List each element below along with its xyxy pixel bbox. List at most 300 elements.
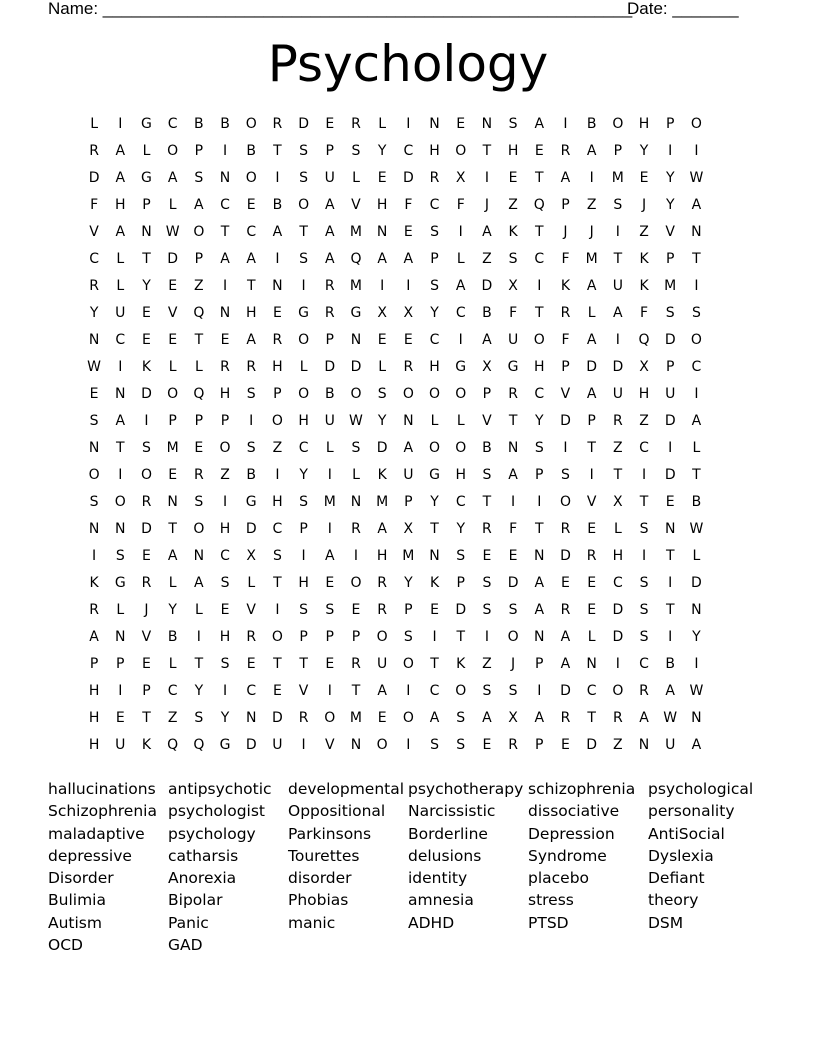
grid-letter: S	[508, 251, 518, 267]
grid-letter: V	[324, 737, 335, 753]
grid-letter: Y	[535, 413, 544, 429]
grid-letter: E	[665, 494, 675, 510]
grid-row	[81, 492, 741, 519]
grid-letter: A	[613, 305, 623, 321]
grid-letter: R	[324, 278, 335, 294]
word-list-item: Autism	[48, 913, 102, 932]
grid-letter: R	[560, 305, 571, 321]
grid-letter: D	[664, 467, 676, 483]
grid-letter: N	[245, 710, 257, 726]
grid-letter: P	[325, 143, 334, 159]
grid-letter: P	[168, 413, 177, 429]
grid-letter: C	[115, 332, 126, 348]
grid-letter: A	[560, 170, 571, 186]
grid-letter: P	[430, 251, 439, 267]
word-list-item: DSM	[648, 913, 684, 932]
grid-letter: B	[691, 494, 702, 510]
grid-letter: M	[323, 494, 336, 510]
grid-letter: L	[456, 413, 465, 429]
grid-letter: E	[587, 575, 597, 591]
grid-letter: N	[193, 548, 205, 564]
grid-letter: I	[275, 170, 280, 186]
grid-letter: T	[613, 251, 623, 267]
grid-letter: C	[246, 224, 257, 240]
grid-letter: N	[429, 548, 440, 564]
page-title: Psychology	[267, 35, 549, 93]
grid-row	[81, 303, 741, 330]
grid-letter: I	[222, 143, 228, 159]
grid-letter: H	[219, 386, 231, 402]
grid-letter: E	[403, 224, 413, 240]
grid-letter: C	[534, 251, 545, 267]
grid-letter: L	[168, 656, 177, 672]
grid-letter: C	[220, 548, 230, 564]
grid-letter: D	[167, 251, 179, 267]
grid-letter: E	[482, 548, 492, 564]
grid-letter: A	[665, 683, 675, 699]
grid-letter: G	[219, 737, 231, 753]
grid-letter: T	[692, 467, 701, 483]
grid-letter: L	[168, 359, 177, 375]
grid-letter: I	[694, 386, 699, 402]
word-list-item: Anorexia	[168, 869, 237, 888]
grid-letter: O	[298, 386, 310, 402]
grid-letter: R	[482, 521, 492, 537]
grid-letter: P	[194, 413, 204, 429]
grid-letter: C	[455, 494, 466, 510]
grid-letter: W	[87, 359, 102, 375]
grid-letter: L	[692, 548, 701, 564]
grid-letter: G	[507, 359, 519, 375]
grid-letter: M	[402, 548, 415, 564]
grid-letter: R	[560, 521, 571, 537]
grid-letter: U	[115, 305, 126, 321]
grid-letter: S	[508, 683, 518, 699]
grid-letter: I	[406, 683, 411, 699]
grid-letter: N	[586, 656, 597, 672]
grid-letter: T	[194, 332, 204, 348]
grid-letter: O	[402, 710, 414, 726]
grid-letter: B	[482, 440, 492, 456]
grid-letter: L	[587, 629, 596, 645]
grid-letter: R	[377, 602, 388, 618]
grid-letter: F	[404, 197, 413, 213]
grid-letter: J	[511, 656, 516, 672]
grid-letter: L	[325, 440, 334, 456]
grid-letter: Z	[639, 413, 649, 429]
grid-letter: K	[377, 467, 387, 483]
grid-letter: K	[89, 575, 99, 591]
word-list-item: personality	[648, 802, 735, 821]
grid-letter: N	[88, 521, 100, 537]
grid-letter: A	[220, 251, 230, 267]
grid-letter: U	[665, 737, 676, 753]
grid-letter: L	[692, 440, 701, 456]
grid-letter: R	[560, 143, 571, 159]
grid-letter: T	[535, 521, 544, 537]
word-list-item: Parkinsons	[288, 824, 372, 843]
grid-letter: I	[327, 521, 332, 537]
grid-letter: I	[222, 683, 228, 699]
grid-letter: S	[351, 143, 361, 159]
grid-letter: E	[508, 548, 518, 564]
grid-letter: A	[246, 251, 256, 267]
grid-letter: H	[272, 359, 283, 375]
grid-letter: D	[141, 386, 152, 402]
grid-letter: W	[689, 170, 704, 186]
grid-letter: H	[376, 548, 388, 564]
grid-letter: E	[403, 332, 413, 348]
grid-letter: P	[561, 359, 570, 375]
grid-letter: A	[324, 224, 335, 240]
grid-letter: L	[247, 575, 256, 591]
grid-letter: T	[639, 494, 649, 510]
grid-letter: F	[561, 332, 570, 348]
grid-letter: H	[88, 683, 100, 699]
grid-letter: A	[403, 440, 414, 456]
grid-letter: R	[141, 494, 152, 510]
grid-letter: D	[586, 737, 598, 753]
grid-row	[81, 330, 741, 357]
grid-letter: H	[638, 116, 650, 132]
grid-letter: Z	[167, 710, 178, 726]
word-list-item: Syndrome	[528, 846, 607, 865]
grid-letter: S	[561, 467, 570, 483]
grid-letter: Y	[299, 467, 308, 483]
grid-letter: S	[89, 413, 99, 429]
grid-letter: H	[219, 521, 231, 537]
grid-letter: U	[115, 737, 126, 753]
grid-letter: Z	[482, 251, 492, 267]
grid-letter: E	[639, 170, 649, 186]
grid-letter: S	[456, 548, 466, 564]
grid-letter: O	[429, 440, 441, 456]
grid-letter: P	[561, 197, 570, 213]
grid-letter: L	[194, 359, 203, 375]
grid-row	[81, 735, 741, 762]
grid-letter: J	[144, 602, 149, 618]
grid-letter: O	[167, 143, 179, 159]
grid-letter: L	[430, 413, 439, 429]
grid-letter: I	[406, 116, 411, 132]
grid-letter: A	[586, 143, 597, 159]
grid-letter: P	[535, 737, 544, 753]
grid-letter: P	[142, 197, 151, 213]
word-list-item: maladaptive	[48, 824, 145, 843]
grid-letter: A	[167, 548, 178, 564]
grid-letter: P	[665, 251, 675, 267]
grid-letter: M	[166, 440, 179, 456]
grid-letter: O	[271, 413, 283, 429]
grid-row	[81, 600, 741, 627]
grid-letter: S	[534, 440, 544, 456]
grid-row	[81, 546, 741, 573]
grid-letter: S	[299, 251, 309, 267]
grid-letter: R	[429, 170, 440, 186]
grid-letter: A	[429, 710, 440, 726]
grid-letter: C	[586, 683, 597, 699]
grid-letter: A	[115, 413, 126, 429]
grid-letter: U	[612, 278, 623, 294]
grid-row	[81, 384, 741, 411]
grid-letter: O	[402, 386, 414, 402]
grid-letter: P	[482, 386, 492, 402]
grid-letter: P	[299, 629, 308, 645]
grid-letter: N	[403, 413, 414, 429]
grid-letter: L	[587, 305, 596, 321]
grid-row	[81, 249, 741, 276]
grid-letter: L	[194, 602, 203, 618]
grid-letter: Q	[638, 332, 650, 348]
grid-letter: R	[351, 656, 361, 672]
grid-letter: E	[351, 602, 361, 618]
grid-letter: Y	[142, 278, 151, 294]
grid-letter: S	[639, 629, 649, 645]
grid-letter: S	[351, 440, 361, 456]
grid-letter: I	[694, 278, 699, 294]
grid-letter: O	[455, 440, 467, 456]
grid-letter: T	[299, 224, 308, 240]
grid-letter: R	[612, 413, 623, 429]
grid-letter: Y	[692, 629, 701, 645]
grid-letter: P	[194, 251, 204, 267]
grid-letter: R	[639, 683, 649, 699]
grid-letter: I	[641, 548, 647, 564]
grid-letter: U	[612, 386, 623, 402]
grid-letter: T	[168, 521, 177, 537]
grid-letter: C	[691, 359, 702, 375]
grid-letter: I	[301, 737, 306, 753]
word-list-item: developmental	[288, 780, 405, 798]
grid-letter: I	[353, 548, 359, 564]
grid-row	[81, 681, 741, 708]
grid-letter: S	[325, 602, 335, 618]
grid-letter: C	[534, 386, 545, 402]
grid-letter: E	[220, 332, 230, 348]
grid-letter: H	[245, 305, 257, 321]
grid-letter: N	[376, 224, 388, 240]
grid-letter: I	[694, 143, 699, 159]
grid-letter: A	[377, 251, 387, 267]
grid-letter: A	[691, 413, 702, 429]
grid-letter: R	[141, 575, 152, 591]
grid-letter: O	[271, 629, 283, 645]
grid-letter: E	[561, 737, 570, 753]
name-field-label: Name: ________________________________________________________	[48, 0, 633, 18]
grid-letter: A	[403, 251, 414, 267]
grid-letter: A	[377, 521, 387, 537]
grid-letter: Z	[586, 197, 597, 213]
grid-letter: T	[482, 143, 492, 159]
grid-letter: E	[220, 602, 230, 618]
grid-letter: L	[142, 143, 151, 159]
grid-letter: P	[456, 575, 465, 591]
grid-letter: S	[246, 440, 256, 456]
grid-letter: Y	[639, 143, 649, 159]
grid-letter: A	[246, 332, 256, 348]
grid-letter: X	[508, 710, 518, 726]
grid-letter: A	[167, 170, 178, 186]
grid-letter: G	[298, 305, 310, 321]
grid-letter: H	[376, 197, 388, 213]
grid-letter: C	[403, 143, 414, 159]
grid-letter: T	[273, 575, 282, 591]
grid-letter: H	[429, 359, 440, 375]
grid-letter: H	[88, 710, 100, 726]
grid-letter: R	[508, 737, 518, 753]
grid-letter: O	[219, 440, 231, 456]
grid-letter: S	[482, 683, 492, 699]
word-list-item: Tourettes	[288, 846, 360, 865]
grid-letter: Y	[89, 305, 99, 321]
grid-letter: O	[350, 386, 362, 402]
grid-letter: Q	[193, 386, 205, 402]
grid-letter: O	[455, 143, 467, 159]
grid-letter: I	[615, 656, 620, 672]
word-list-item: psychologist	[168, 802, 266, 821]
grid-letter: W	[663, 710, 678, 726]
word-list-item: OCD	[48, 936, 83, 955]
grid-letter: I	[380, 278, 385, 294]
grid-letter: D	[455, 602, 467, 618]
grid-letter: M	[611, 170, 624, 186]
grid-letter: X	[613, 494, 623, 510]
grid-letter: P	[273, 386, 282, 402]
grid-letter: M	[349, 710, 363, 726]
grid-letter: V	[665, 224, 675, 240]
grid-letter: C	[455, 305, 466, 321]
grid-letter: R	[377, 575, 388, 591]
grid-letter: T	[587, 710, 596, 726]
word-list-item: schizophrenia	[528, 780, 636, 798]
grid-letter: S	[142, 440, 151, 456]
grid-letter: R	[351, 116, 361, 132]
grid-letter: G	[245, 494, 257, 510]
grid-letter: P	[142, 683, 151, 699]
grid-letter: T	[613, 467, 623, 483]
grid-letter: I	[249, 413, 254, 429]
grid-letter: C	[220, 197, 230, 213]
grid-letter: Y	[377, 143, 387, 159]
grid-letter: S	[194, 170, 204, 186]
grid-letter: P	[535, 656, 544, 672]
grid-letter: O	[298, 197, 310, 213]
grid-letter: S	[403, 629, 413, 645]
grid-letter: J	[589, 224, 594, 240]
grid-letter: S	[220, 656, 230, 672]
grid-letter: E	[142, 548, 151, 564]
grid-letter: L	[116, 278, 125, 294]
grid-letter: C	[167, 116, 178, 132]
grid-letter: O	[690, 332, 702, 348]
grid-letter: O	[612, 683, 624, 699]
grid-letter: A	[691, 197, 702, 213]
grid-letter: P	[351, 629, 361, 645]
grid-letter: T	[430, 521, 439, 537]
grid-letter: Q	[167, 737, 179, 753]
grid-letter: A	[586, 386, 597, 402]
grid-letter: O	[193, 224, 205, 240]
grid-letter: A	[586, 332, 597, 348]
grid-letter: O	[429, 386, 441, 402]
grid-letter: Z	[613, 737, 623, 753]
grid-letter: F	[90, 197, 99, 213]
grid-letter: O	[245, 116, 257, 132]
grid-letter: L	[352, 467, 360, 483]
grid-letter: I	[327, 683, 332, 699]
grid-letter: E	[272, 683, 282, 699]
grid-row	[81, 114, 741, 141]
grid-letter: M	[585, 251, 598, 267]
grid-letter: A	[691, 737, 702, 753]
grid-letter: I	[537, 494, 542, 510]
grid-letter: Y	[194, 683, 204, 699]
grid-letter: S	[508, 602, 518, 618]
grid-letter: F	[640, 305, 649, 321]
grid-letter: Y	[430, 494, 439, 510]
grid-letter: O	[245, 170, 257, 186]
grid-letter: R	[193, 467, 204, 483]
grid-letter: O	[114, 494, 126, 510]
date-field-label: Date: _______	[627, 0, 739, 18]
grid-letter: S	[220, 575, 230, 591]
grid-letter: R	[89, 602, 99, 618]
grid-letter: P	[535, 467, 544, 483]
header-line	[48, 0, 748, 20]
grid-letter: R	[220, 359, 230, 375]
grid-letter: H	[219, 629, 231, 645]
grid-letter: N	[219, 170, 231, 186]
grid-letter: A	[508, 467, 518, 483]
word-list-item: Borderline	[408, 824, 488, 843]
grid-letter: S	[377, 386, 387, 402]
grid-letter: H	[534, 359, 545, 375]
grid-letter: D	[245, 521, 257, 537]
grid-row	[81, 222, 741, 249]
grid-letter: D	[560, 548, 571, 564]
grid-letter: F	[561, 251, 570, 267]
grid-letter: U	[324, 413, 335, 429]
grid-letter: S	[691, 305, 701, 321]
grid-letter: A	[324, 548, 335, 564]
grid-letter: A	[455, 278, 466, 294]
grid-letter: N	[141, 224, 152, 240]
grid-letter: V	[482, 413, 492, 429]
grid-letter: D	[88, 170, 100, 186]
grid-letter: I	[118, 683, 123, 699]
grid-letter: L	[613, 521, 622, 537]
grid-row	[81, 465, 741, 492]
grid-letter: K	[639, 278, 649, 294]
grid-letter: U	[403, 467, 414, 483]
word-list-item: Phobias	[288, 891, 349, 910]
grid-letter: I	[144, 413, 149, 429]
grid-letter: K	[141, 737, 152, 753]
grid-letter: T	[482, 494, 492, 510]
grid-letter: I	[196, 629, 201, 645]
word-list-item: Bipolar	[168, 891, 223, 910]
grid-letter: I	[118, 467, 123, 483]
grid-row	[81, 573, 741, 600]
grid-letter: I	[92, 548, 97, 564]
grid-letter: B	[194, 116, 204, 132]
grid-letter: I	[222, 494, 228, 510]
grid-letter: D	[298, 116, 309, 132]
grid-letter: I	[537, 278, 542, 294]
grid-letter: N	[429, 116, 440, 132]
grid-letter: Q	[350, 251, 362, 267]
grid-letter: E	[194, 440, 204, 456]
